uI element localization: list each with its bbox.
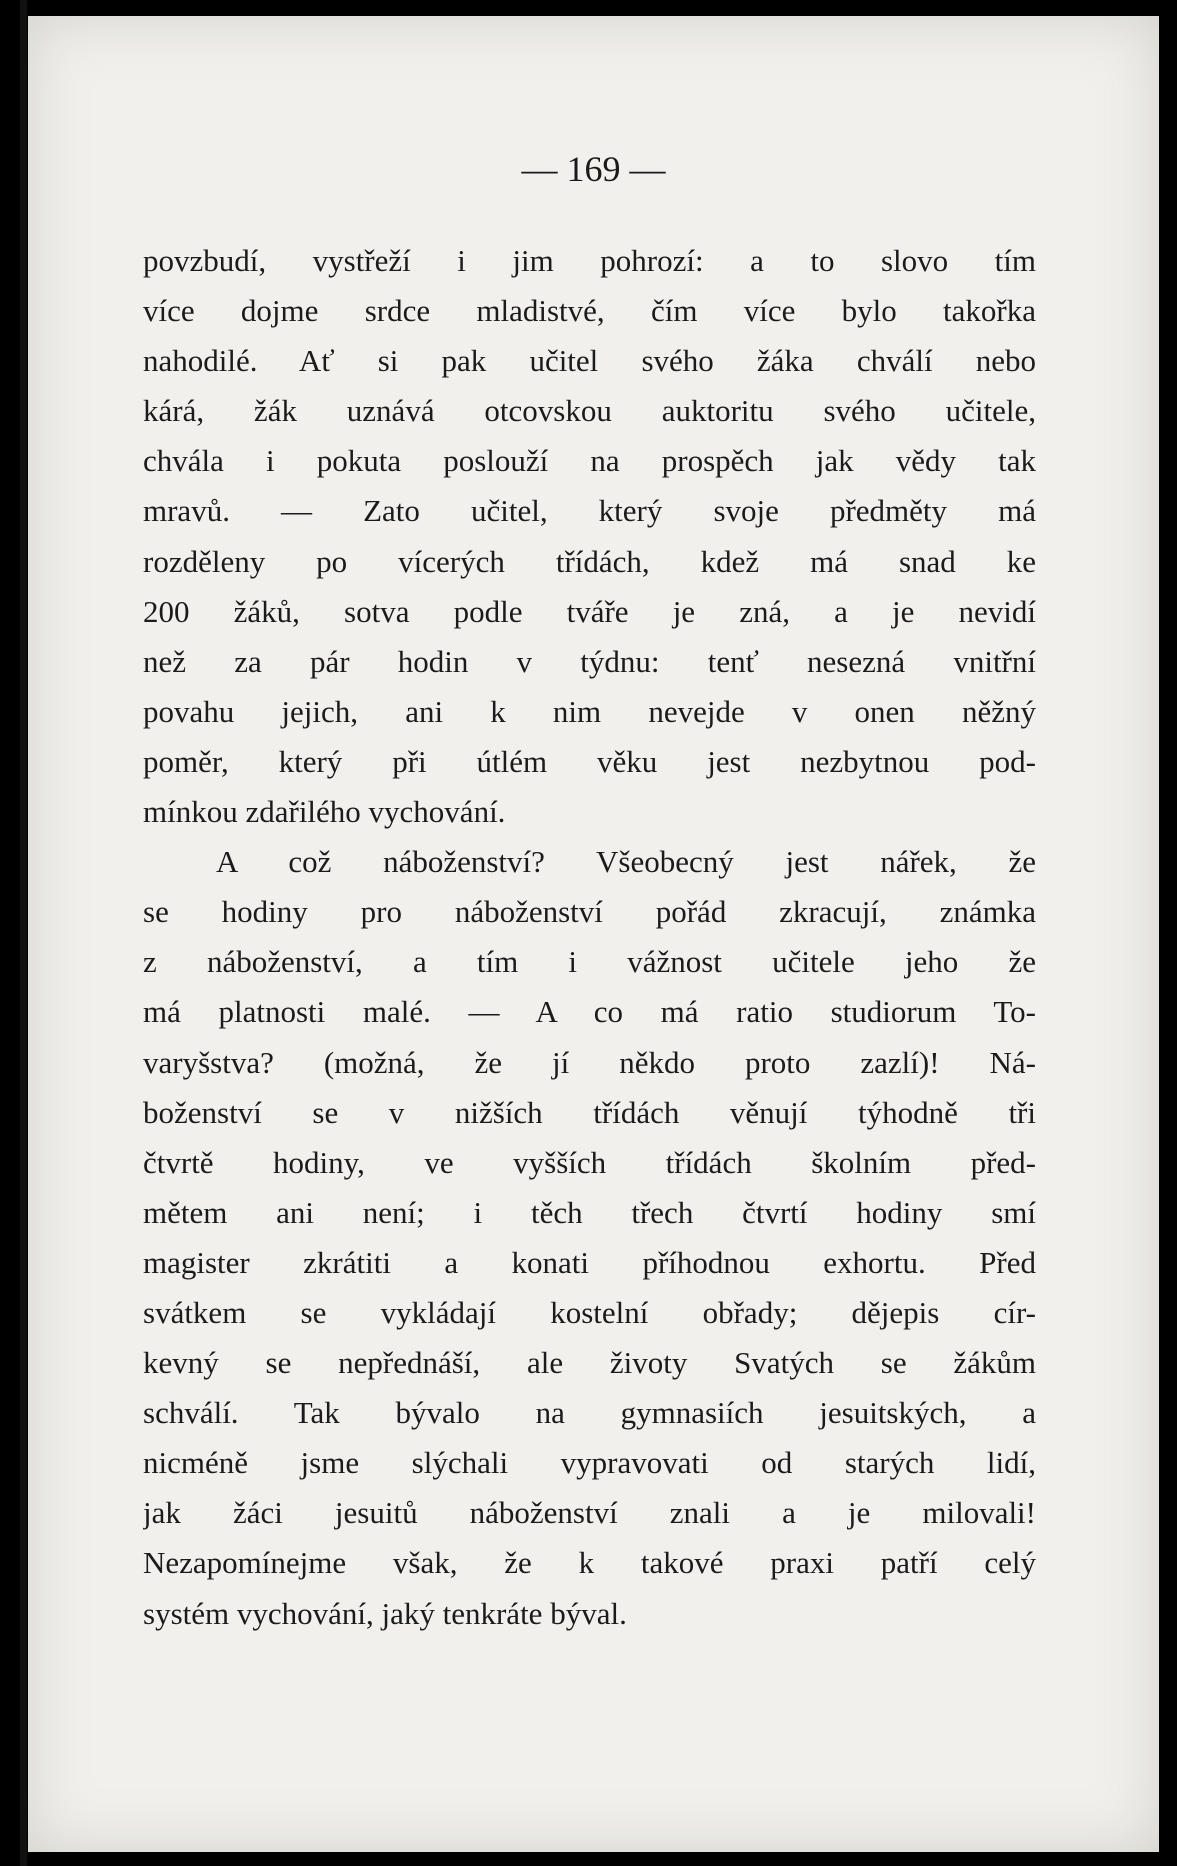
text-line: má platnosti malé. — A co má ratio studiorum To- xyxy=(143,994,1036,1030)
text-line: poměr, který při útlém věku jest nezbytnou pod- xyxy=(143,743,1036,779)
text-line: schválí. Tak bývalo na gymnasiích jesuitských, a xyxy=(143,1395,1036,1431)
book-page xyxy=(28,16,1159,1852)
body-text xyxy=(143,236,1036,1639)
page-number: — 169 — xyxy=(521,149,666,189)
text-line: svátkem se vykládají kostelní obřady; dějepis cír- xyxy=(143,1294,1036,1330)
text-line: 200 žáků, sotva podle tváře je zná, a je nevidí xyxy=(143,593,1036,629)
text-line: kárá, žák uznává otcovskou auktoritu svého učitele, xyxy=(143,393,1036,429)
text-line: Nezapomínejme však, že k takové praxi patří celý xyxy=(143,1545,1036,1581)
text-line: mětem ani není; i těch třech čtvrtí hodiny smí xyxy=(143,1194,1036,1230)
text-line: nahodilé. Ať si pak učitel svého žáka chválí nebo xyxy=(143,343,1036,379)
paragraph-first-line: A což náboženství? Všeobecný jest nářek, že xyxy=(216,844,1036,880)
text-line: chvála i pokuta poslouží na prospěch jak vědy tak xyxy=(143,443,1036,479)
text-line: kevný se nepřednáší, ale životy Svatých se žákům xyxy=(143,1345,1036,1381)
text-line: se hodiny pro náboženství pořád zkracují, známka xyxy=(143,894,1036,930)
text-line: jak žáci jesuitů náboženství znali a je milovali! xyxy=(143,1495,1036,1531)
page-edge-rule xyxy=(20,0,27,1866)
text-line: nicméně jsme slýchali vypravovati od starých lidí, xyxy=(143,1445,1036,1481)
text-line: systém vychování, jaký tenkráte býval. xyxy=(143,1595,627,1631)
text-line: boženství se v nižších třídách věnují týhodně tři xyxy=(143,1094,1036,1130)
text-line: povzbudí, vystřeží i jim pohrozí: a to slovo tím xyxy=(143,243,1036,278)
text-line: mínkou zdařilého vychování. xyxy=(143,794,506,830)
text-line: více dojme srdce mladistvé, čím více bylo takořka xyxy=(143,293,1036,329)
text-line: mravů. — Zato učitel, který svoje předměty má xyxy=(143,493,1036,529)
text-line: rozděleny po vícerých třídách, kdež má snad ke xyxy=(143,543,1036,579)
text-line: magister zkrátiti a konati příhodnou exhortu. Před xyxy=(143,1244,1036,1280)
text-line: čtvrtě hodiny, ve vyšších třídách školním před- xyxy=(143,1144,1036,1180)
text-line: povahu jejich, ani k nim nevejde v onen něžný xyxy=(143,693,1036,729)
text-line: varyšstva? (možná, že jí někdo proto zazlí)! Ná- xyxy=(143,1044,1036,1080)
text-line: než za pár hodin v týdnu: tenť nesezná vnitřní xyxy=(143,643,1036,679)
text-line: z náboženství, a tím i vážnost učitele jeho že xyxy=(143,944,1036,980)
